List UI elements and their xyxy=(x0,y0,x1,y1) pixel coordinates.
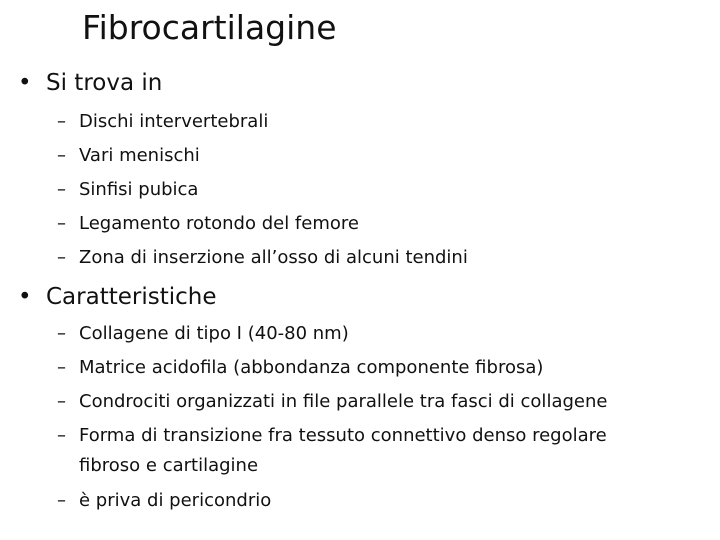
sub-item xyxy=(57,109,268,135)
sub-item-text: Zona di inserzione all’osso di alcuni tendini xyxy=(79,247,468,268)
sub-item-text: Sinfisi pubica xyxy=(79,179,199,200)
dash-marker: – xyxy=(57,179,66,200)
sub-item xyxy=(57,389,607,415)
sub-item-text: Vari menischi xyxy=(79,145,200,166)
dash-marker: – xyxy=(57,145,66,166)
sub-item xyxy=(57,211,359,237)
sub-item-text: Condrociti organizzati in file parallele tra fasci di collagene xyxy=(79,391,608,412)
sub-item xyxy=(57,143,200,169)
sub-item-text: Matrice acidofila (abbondanza componente fibrosa) xyxy=(79,357,544,378)
dash-marker: – xyxy=(57,213,66,234)
dash-marker: – xyxy=(57,247,66,268)
bullet-heading: Si trova in xyxy=(46,70,163,96)
slide-title: Fibrocartilagine xyxy=(82,8,337,47)
sub-item xyxy=(57,488,271,514)
bullet-dot: • xyxy=(18,70,32,96)
dash-marker: – xyxy=(57,391,66,412)
bullet-heading: Caratteristiche xyxy=(46,284,217,310)
sub-item-text: Dischi intervertebrali xyxy=(79,111,269,132)
bullet-dot: • xyxy=(18,284,32,310)
dash-marker: – xyxy=(57,425,66,446)
dash-marker: – xyxy=(57,357,66,378)
bullet-caratteristiche xyxy=(18,282,217,312)
sub-item-text: è priva di pericondrio xyxy=(79,490,272,511)
dash-marker: – xyxy=(57,323,66,344)
sub-item xyxy=(57,177,198,203)
sub-item-continuation: fibroso e cartilagine xyxy=(79,455,259,476)
dash-marker: – xyxy=(57,490,66,511)
sub-item xyxy=(57,245,468,271)
sub-item xyxy=(57,355,543,381)
sub-item-text: Legamento rotondo del femore xyxy=(79,213,359,234)
bullet-si-trova-in xyxy=(18,68,162,98)
sub-item xyxy=(57,423,607,449)
sub-item-text: Collagene di tipo I (40-80 nm) xyxy=(79,323,349,344)
dash-marker: – xyxy=(57,111,66,132)
sub-item xyxy=(57,321,349,347)
sub-item-text: Forma di transizione fra tessuto connettivo denso regolare xyxy=(79,425,607,446)
